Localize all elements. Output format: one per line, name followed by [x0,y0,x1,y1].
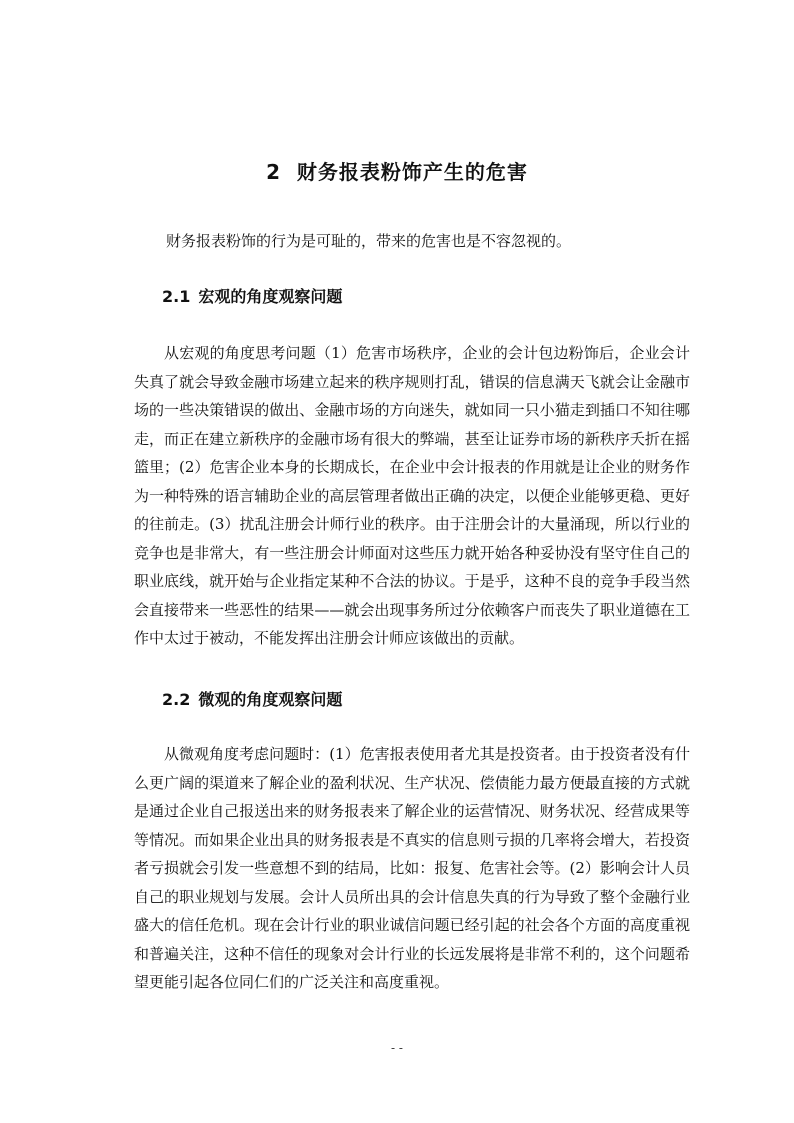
section-paragraph-2-1: 从宏观的角度思考问题（1）危害市场秩序，企业的会计包边粉饰后，企业会计失真了就会导致金融市场建立起来的秩序规则打乱，错误的信息满天飞就会让金融市场的一些决策错误的做出、金融市场的方向迷失，就如同一只小猫走到插口不知往哪走，而正在建立新秩序的金融市场有很大的弊端，甚至让证券市场的新秩序夭折在摇篮里；(2）危害企业本身的长期成长，在企业中会计报表的作用就是让企业的财务作为一种特殊的语言辅助企业的高层管理者做出正确的决定，以便企业能够更稳、更好的往前走。(3）扰乱注册会计师行业的秩序。由于注册会计的大量涌现，所以行业的竞争也是非常大，有一些注册会计师面对这些压力就开始各种妥协没有坚守住自己的职业底线，就开始与企业指定某种不合法的协议。于是乎，这种不良的竞争手段当然会直接带来一些恶性的结果——就会出现事务所过分依赖客户而丧失了职业道德在工作中太过于被动，不能发挥出注册会计师应该做出的贡献。 [134,344,690,647]
section-title: 微观的角度观察问题 [198,690,343,709]
chapter-number: 2 [266,160,281,184]
section-heading-2-1 [162,285,342,309]
section-number: 2.1 [162,287,191,306]
section-paragraph-2-2: 从微观角度考虑问题时：(1）危害报表使用者尤其是投资者。由于投资者没有什么更广阔的渠道来了解企业的盈利状况、生产状况、偿债能力最方便最直接的方式就是通过企业自己报送出来的财务报表来了解企业的运营情况、财务状况、经营成果等等情况。而如果企业出具的财务报表是不真实的信息则亏损的几率将会增大，若投资者亏损就会引发一些意想不到的结局，比如：报复、危害社会等。(2）影响会计人员自己的职业规划与发展。会计人员所出具的会计信息失真的行为导致了整个金融行业盛大的信任危机。现在会计行业的职业诚信问题已经引起的社会各个方面的高度重视和普遍关注，这种不信任的现象对会计行业的长远发展将是非常不利的，这个问题希望更能引起各位同仁们的广泛关注和高度重视。 [134,745,690,991]
intro-paragraph: 财务报表粉饰的行为是可耻的，带来的危害也是不容忽视的。 [166,232,572,250]
chapter-title [0,158,794,186]
section-number: 2.2 [162,690,191,709]
section-title: 宏观的角度观察问题 [198,287,343,306]
page-number: - - [391,1041,403,1055]
chapter-title-text: 财务报表粉饰产生的危害 [296,160,528,184]
section-heading-2-2 [162,688,342,712]
